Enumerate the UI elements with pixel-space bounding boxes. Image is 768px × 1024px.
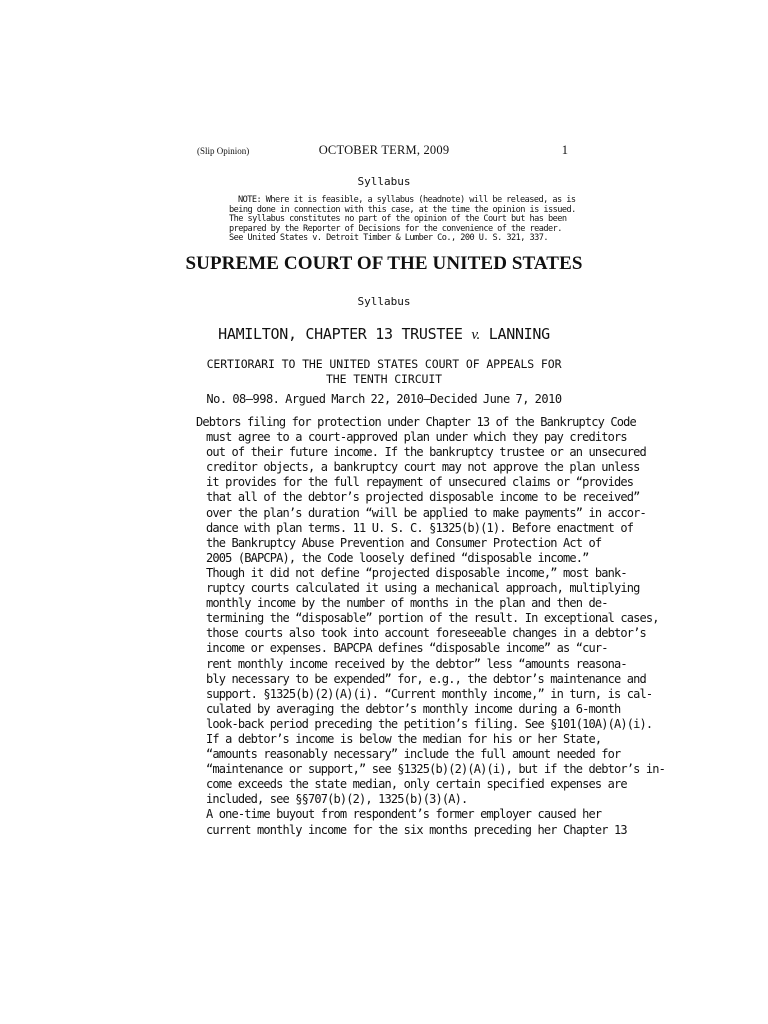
body-line: “maintenance or support,” see §1325(b)(2)(A)(i), but if the debtor’s in-: [206, 762, 665, 777]
case-party-2: LANNING: [488, 325, 550, 343]
body-line: rent monthly income received by the debtor” less “amounts reasona-: [206, 656, 627, 671]
body-line: that all of the debtor’s projected disposable income to be received”: [206, 490, 640, 505]
body-line: out of their future income. If the bankruptcy trustee or an unsecured: [206, 445, 646, 460]
syllabus-heading: Syllabus: [357, 175, 411, 188]
body-line: A one-time buyout from respondent’s former employer caused her: [206, 807, 602, 822]
body-line: current monthly income for the six months preceding her Chapter 13: [206, 822, 627, 837]
body-line: income or expenses. BAPCPA defines “disposable income” as “cur-: [206, 641, 608, 656]
body-line: dance with plan terms. 11 U. S. C. §1325(b)(1). Before enactment of: [206, 520, 634, 535]
certiorari-line: THE TENTH CIRCUIT: [325, 372, 442, 386]
body-line: look-back period preceding the petition’s filing. See §101(10A)(A)(i).: [206, 716, 653, 731]
body-line: over the plan’s duration “will be applied to make payments” in accor-: [206, 505, 646, 520]
slip-opinion-label: (Slip Opinion): [197, 146, 250, 156]
syllabus-subheading: Syllabus: [357, 295, 411, 308]
body-line: If a debtor’s income is below the median for his or her State,: [206, 731, 602, 746]
body-line: culated by averaging the debtor’s monthly income during a 6-month: [206, 701, 621, 716]
note-line: NOTE: Where it is feasible, a syllabus (headnote) will be released, as is: [238, 195, 576, 205]
body-line: the Bankruptcy Abuse Prevention and Consumer Protection Act of: [206, 535, 602, 550]
term-label: OCTOBER TERM, 2009: [318, 143, 450, 157]
certiorari-line: CERTIORARI TO THE UNITED STATES COURT OF APPEALS FOR: [206, 357, 562, 371]
page-header: [197, 143, 571, 159]
body-line: those courts also took into account foreseeable changes in a debtor’s: [206, 626, 646, 641]
body-line: 2005 (BAPCPA), the Code loosely defined “disposable income.”: [206, 550, 589, 565]
body-line: monthly income by the number of months in the plan and then de-: [206, 596, 608, 611]
body-line: included, see §§707(b)(2), 1325(b)(3)(A).: [206, 792, 468, 807]
case-party-1: HAMILTON, CHAPTER 13 TRUSTEE: [218, 325, 463, 343]
body-line: creditor objects, a bankruptcy court may not approve the plan unless: [206, 460, 640, 475]
body-line: must agree to a court-approved plan under which they pay creditors: [206, 430, 627, 445]
body-line: it provides for the full repayment of unsecured claims or “provides: [206, 475, 634, 490]
body-line: “amounts reasonably necessary” include the full amount needed for: [206, 747, 621, 762]
syllabus-note: [229, 195, 576, 244]
note-line: being done in connection with this case, at the time the opinion is issued.: [229, 204, 576, 215]
note-line: See United States v. Detroit Timber & Lumber Co., 200 U. S. 321, 337.: [229, 233, 549, 244]
docket-line: No. 08–998. Argued March 22, 2010—Decided June 7, 2010: [206, 392, 562, 406]
body-line: termining the “disposable” portion of the result. In exceptional cases,: [206, 611, 659, 626]
versus-label: v.: [471, 327, 481, 343]
body-line: support. §1325(b)(2)(A)(i). “Current monthly income,” in turn, is cal-: [206, 686, 653, 701]
page-number: 1: [561, 143, 568, 157]
note-line: The syllabus constitutes no part of the opinion of the Court but has been: [229, 214, 567, 225]
body-line: come exceeds the state median, only certain specified expenses are: [206, 777, 627, 792]
case-title: [0, 325, 768, 344]
body-line: bly necessary to be expended” for, e.g., the debtor’s maintenance and: [206, 671, 646, 686]
court-name: SUPREME COURT OF THE UNITED STATES: [185, 253, 583, 274]
note-line: prepared by the Reporter of Decisions for the convenience of the reader.: [229, 223, 562, 234]
body-line: Debtors filing for protection under Chapter 13 of the Bankruptcy Code: [196, 415, 636, 429]
certiorari-heading: [190, 357, 578, 387]
syllabus-body: [196, 415, 665, 838]
body-line: Though it did not define “projected disposable income,” most bank-: [206, 565, 627, 580]
body-line: ruptcy courts calculated it using a mechanical approach, multiplying: [206, 581, 640, 596]
